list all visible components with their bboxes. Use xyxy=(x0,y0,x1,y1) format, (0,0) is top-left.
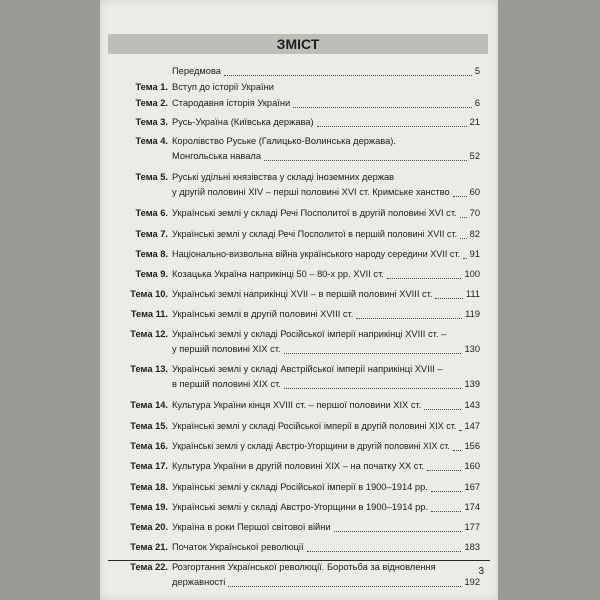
toc-page-number: 139 xyxy=(464,379,480,389)
toc-topic-label: Тема 20. xyxy=(130,522,168,532)
toc-page-number: 52 xyxy=(469,151,480,161)
toc-leader-dots xyxy=(424,409,461,410)
toc-title: Українські землі у складі Російської імперії наприкінці XVIII ст. – xyxy=(172,329,447,339)
page-number: 3 xyxy=(478,566,484,577)
toc-title: Українські землі у складі Австро-Угорщини в другій половині XIX ст. xyxy=(172,441,450,451)
toc-title: Україна в роки Першої світової війни xyxy=(172,522,331,532)
toc-leader-dots xyxy=(427,470,461,471)
toc-line xyxy=(108,459,492,474)
toc-line xyxy=(108,398,492,413)
toc-topic-label: Тема 22. xyxy=(130,562,168,572)
toc-entry[interactable] xyxy=(108,115,492,130)
toc-leader-dots xyxy=(460,238,467,239)
footer-rule xyxy=(108,560,490,561)
toc-topic-label: Тема 4. xyxy=(135,136,168,146)
toc-entry[interactable] xyxy=(108,398,492,413)
toc-title: Вступ до історії України xyxy=(172,82,274,92)
toc-entry[interactable] xyxy=(108,267,492,282)
toc-line xyxy=(108,520,492,535)
toc-line xyxy=(108,560,492,575)
toc-title: в першій половині XIX ст. xyxy=(172,379,281,389)
toc-entry[interactable] xyxy=(108,170,492,200)
toc-topic-label: Тема 3. xyxy=(135,117,168,127)
toc-entry[interactable] xyxy=(108,419,492,434)
toc-leader-dots xyxy=(228,586,461,587)
toc-topic-label: Тема 21. xyxy=(130,542,168,552)
toc-line xyxy=(108,267,492,282)
toc-page-number: 119 xyxy=(465,309,480,319)
toc-line xyxy=(108,500,492,515)
toc-entry[interactable] xyxy=(108,480,492,495)
toc-leader-dots xyxy=(435,298,463,299)
toc-line xyxy=(108,134,492,149)
toc-entry[interactable] xyxy=(108,540,492,555)
toc-leader-dots xyxy=(293,107,472,108)
toc-line xyxy=(108,419,492,434)
page-title: ЗМІСТ xyxy=(108,34,488,54)
toc-topic-label: Тема 17. xyxy=(130,461,168,471)
toc-line xyxy=(108,247,492,262)
toc-line xyxy=(108,362,492,377)
toc-page-number: 183 xyxy=(464,542,480,552)
toc-entry[interactable] xyxy=(108,520,492,535)
toc-title: у другій половині XIV – перші половині XVI ст. Кримське ханство xyxy=(172,187,450,197)
toc-entry[interactable] xyxy=(108,96,492,111)
toc-leader-dots xyxy=(284,388,461,389)
toc-entry[interactable] xyxy=(108,362,492,392)
toc-page-number: 130 xyxy=(464,344,480,354)
toc-leader-dots xyxy=(453,196,467,197)
toc-leader-dots xyxy=(284,353,461,354)
toc-title: Королівство Руське (Галицько-Волинська держава). xyxy=(172,136,396,146)
toc-topic-label: Тема 7. xyxy=(135,229,168,239)
toc-title: Українські землі у складі Речі Посполитої в першій половині XVII ст. xyxy=(172,229,458,239)
book-page xyxy=(100,0,498,600)
toc-line xyxy=(108,115,492,130)
toc-entry[interactable] xyxy=(108,247,492,262)
toc-line xyxy=(108,307,492,322)
toc-page-number: 160 xyxy=(464,461,480,471)
toc-line xyxy=(108,206,492,221)
toc-topic-label: Тема 2. xyxy=(135,98,168,108)
toc-topic-label: Тема 13. xyxy=(130,364,168,374)
toc-title: у першій половині XIX ст. xyxy=(172,344,281,354)
toc-leader-dots xyxy=(264,160,467,161)
toc-topic-label: Тема 18. xyxy=(130,482,168,492)
toc-title: Національно-визвольна війна українського народу середини XVII ст. xyxy=(172,249,461,259)
toc-line xyxy=(108,227,492,242)
toc-entry[interactable] xyxy=(108,134,492,164)
toc-topic-label: Тема 10. xyxy=(130,289,168,299)
toc-title: Передмова xyxy=(172,66,221,76)
toc-title: Козацька Україна наприкінці 50 – 80-х рр. XVII ст. xyxy=(172,269,384,279)
toc-topic-label: Тема 11. xyxy=(130,309,168,319)
toc-title: Українські землі в другій половині XVIII ст. xyxy=(172,309,354,319)
toc-entry[interactable] xyxy=(108,459,492,474)
toc-entry[interactable] xyxy=(108,327,492,357)
toc-title: Українські землі у складі Австрійської імперії наприкінці XVIII – xyxy=(172,364,443,374)
toc-leader-dots xyxy=(317,126,467,127)
toc-line xyxy=(108,575,492,590)
toc-title: Українські землі наприкінці XVII – в першій половині XVIII ст. xyxy=(172,289,433,299)
toc-entry[interactable] xyxy=(108,206,492,221)
toc-line xyxy=(108,80,492,95)
toc-title: Українські землі у складі Австро-Угорщини в 1900–1914 рр. xyxy=(172,502,429,512)
toc-title: Українські землі у складі Російської імперії в другій половині XIX ст. xyxy=(172,421,457,431)
toc-leader-dots xyxy=(307,551,461,552)
toc-topic-label: Тема 6. xyxy=(135,208,168,218)
toc-line xyxy=(108,327,492,342)
toc-topic-label: Тема 14. xyxy=(130,400,168,410)
toc-page-number: 192 xyxy=(464,577,480,587)
toc-title: Українські землі у складі Речі Посполитої в другій половині XVI ст. xyxy=(172,208,457,218)
toc-topic-label: Тема 15. xyxy=(130,421,168,431)
toc-title: Українські землі у складі Російської імперії в 1900–1914 рр. xyxy=(172,482,428,492)
toc-entry[interactable] xyxy=(108,500,492,515)
toc-title: Початок Української революції xyxy=(172,542,304,552)
toc-entry[interactable] xyxy=(108,439,492,454)
toc-leader-dots xyxy=(431,491,461,492)
toc-leader-dots xyxy=(453,450,461,451)
toc-topic-label: Тема 19. xyxy=(130,502,168,512)
toc-page-number: 174 xyxy=(464,502,480,512)
toc-entry[interactable] xyxy=(108,64,492,79)
table-of-contents xyxy=(108,64,492,594)
toc-line xyxy=(108,377,492,392)
toc-page-number: 177 xyxy=(464,522,480,532)
toc-line xyxy=(108,342,492,357)
toc-line xyxy=(108,170,492,185)
toc-leader-dots xyxy=(459,430,461,431)
toc-page-number: 60 xyxy=(469,187,480,197)
toc-page-number: 143 xyxy=(464,400,480,410)
toc-entry[interactable] xyxy=(108,227,492,242)
toc-page-number: 21 xyxy=(469,117,480,127)
toc-line xyxy=(108,287,492,302)
toc-page-number: 100 xyxy=(464,269,480,279)
toc-leader-dots xyxy=(387,278,461,279)
toc-line xyxy=(108,540,492,555)
toc-leader-dots xyxy=(463,258,467,259)
toc-leader-dots xyxy=(431,511,461,512)
toc-page-number: 147 xyxy=(464,421,480,431)
toc-page-number: 70 xyxy=(469,208,480,218)
toc-title: Розгортання Української революції. Боротьба за відновлення xyxy=(172,562,436,572)
toc-leader-dots xyxy=(334,531,461,532)
toc-line xyxy=(108,96,492,111)
toc-topic-label: Тема 1. xyxy=(135,82,168,92)
toc-page-number: 6 xyxy=(474,98,480,108)
toc-title: Монгольська навала xyxy=(172,151,261,161)
toc-topic-label: Тема 12. xyxy=(130,329,168,339)
toc-title: державності xyxy=(172,577,226,587)
toc-page-number: 156 xyxy=(464,441,480,451)
toc-line xyxy=(108,64,492,79)
toc-title: Русь-Україна (Київська держава) xyxy=(172,117,314,127)
toc-title: Культура України кінця XVIII ст. – першої половини XIX ст. xyxy=(172,400,422,410)
toc-title: Стародавня історія України xyxy=(172,98,291,108)
toc-title: Руські удільні князівства у складі іноземних держав xyxy=(172,172,395,182)
toc-page-number: 167 xyxy=(464,482,480,492)
toc-title: Культура України в другій половині XIX – на початку XX ст. xyxy=(172,461,425,471)
toc-topic-label: Тема 9. xyxy=(135,269,168,279)
toc-entry[interactable] xyxy=(108,560,492,590)
toc-line xyxy=(108,480,492,495)
toc-page-number: 82 xyxy=(469,229,480,239)
toc-page-number: 5 xyxy=(474,66,480,76)
toc-topic-label: Тема 5. xyxy=(135,172,168,182)
toc-topic-label: Тема 8. xyxy=(135,249,168,259)
toc-entry[interactable] xyxy=(108,307,492,322)
toc-page-number: 91 xyxy=(469,249,480,259)
toc-entry[interactable] xyxy=(108,287,492,302)
toc-leader-dots xyxy=(356,318,462,319)
toc-line xyxy=(108,149,492,164)
toc-line xyxy=(108,439,492,454)
toc-leader-dots xyxy=(224,75,472,76)
toc-page-number: 111 xyxy=(465,289,480,299)
toc-leader-dots xyxy=(460,217,467,218)
toc-line xyxy=(108,185,492,200)
toc-topic-label: Тема 16. xyxy=(130,441,168,451)
toc-entry[interactable] xyxy=(108,80,492,95)
